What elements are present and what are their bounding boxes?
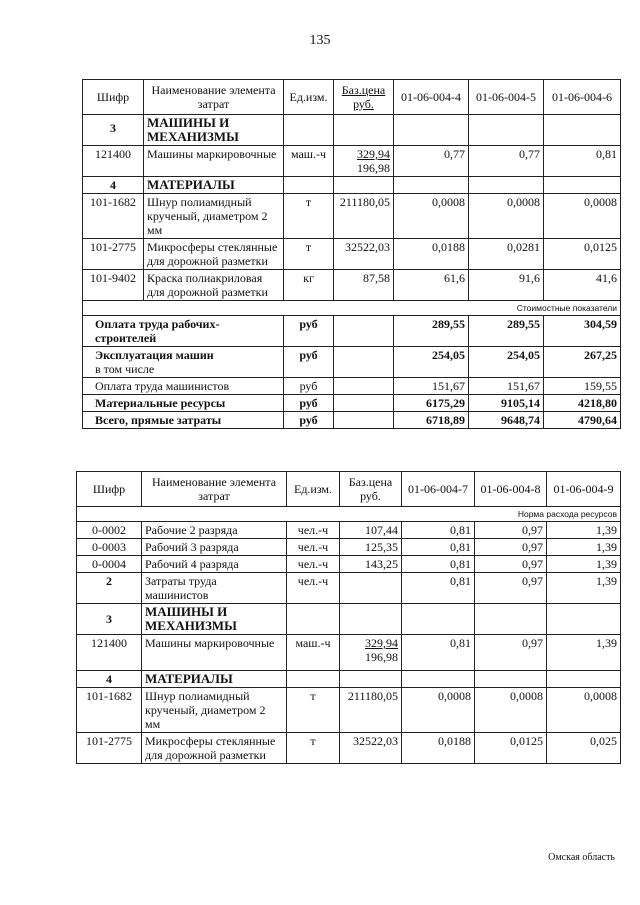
- row-value-1: 0,81: [402, 573, 475, 604]
- row-value-2: 0,0125: [475, 733, 547, 764]
- row-value-3: 0,0008: [544, 194, 621, 239]
- row-name: Микросферы стеклянные для дорожной разметки: [144, 239, 284, 270]
- footer-region: Омская область: [548, 852, 615, 863]
- summary-value-3: 267,25: [544, 347, 621, 378]
- table-row: [77, 688, 621, 733]
- row-value-3: 41,6: [544, 270, 621, 301]
- summary-name: Эксплуатация машин в том числе: [83, 347, 284, 378]
- summary-value-2: 254,05: [469, 347, 544, 378]
- row-value-3: 1,39: [547, 573, 621, 604]
- table-row: [83, 270, 621, 301]
- row-unit: кг: [284, 270, 334, 301]
- row-name: Микросферы стеклянные для дорожной разметки: [142, 733, 287, 764]
- row-name: Рабочий 4 разряда: [142, 556, 287, 573]
- row-value-3: 1,39: [547, 539, 621, 556]
- group-code: 4: [83, 177, 144, 194]
- row-value-3: 1,39: [547, 635, 621, 671]
- col-header-price: Баз.цена руб.: [340, 472, 402, 507]
- row-unit: чел.-ч: [287, 556, 340, 573]
- row-unit: чел.-ч: [287, 522, 340, 539]
- row-unit: т: [284, 239, 334, 270]
- page-number: 135: [309, 33, 331, 48]
- row-name: Машины маркировочные: [144, 146, 284, 177]
- table-row: [77, 573, 621, 604]
- col-header-norm-1: 01-06-004-4: [394, 80, 469, 115]
- summary-row: [83, 316, 621, 347]
- row-code: 101-9402: [83, 270, 144, 301]
- row-value-2: 0,97: [475, 539, 547, 556]
- row-value-1: 0,77: [394, 146, 469, 177]
- row-price: 211180,05: [334, 194, 394, 239]
- row-value-2: 0,97: [475, 522, 547, 539]
- row-code: 0-0004: [77, 556, 142, 573]
- table-row: [77, 556, 621, 573]
- row-value-1: 0,81: [402, 635, 475, 671]
- group-title: МАТЕРИАЛЫ: [142, 671, 287, 688]
- summary-name: Оплата труда рабочих-строителей: [83, 316, 284, 347]
- summary-value-3: 4790,64: [544, 412, 621, 429]
- section-row: [77, 507, 621, 522]
- row-price: 87,58: [334, 270, 394, 301]
- row-price: 329,94 196,98: [340, 635, 402, 671]
- group-title: МАШИНЫ И МЕХАНИЗМЫ: [142, 604, 287, 635]
- row-name: Краска полиакриловая для дорожной разметки: [144, 270, 284, 301]
- summary-value-1: 6718,89: [394, 412, 469, 429]
- summary-name: Оплата труда машинистов: [83, 378, 284, 395]
- resource-table-1: [82, 79, 621, 429]
- row-unit: маш.-ч: [284, 146, 334, 177]
- row-unit: чел.-ч: [287, 573, 340, 604]
- summary-unit: руб: [284, 395, 334, 412]
- row-price: 125,35: [340, 539, 402, 556]
- row-value-2: 91,6: [469, 270, 544, 301]
- row-value-2: 0,97: [475, 635, 547, 671]
- row-value-1: 0,81: [402, 539, 475, 556]
- row-price: 143,25: [340, 556, 402, 573]
- row-value-1: 0,81: [402, 556, 475, 573]
- row-price: 329,94 196,98: [334, 146, 394, 177]
- row-value-1: 0,81: [402, 522, 475, 539]
- summary-value-1: 254,05: [394, 347, 469, 378]
- resource-table-2: [76, 471, 621, 764]
- summary-value-3: 4218,80: [544, 395, 621, 412]
- row-code: 2: [77, 573, 142, 604]
- row-value-3: 1,39: [547, 556, 621, 573]
- row-value-2: 0,77: [469, 146, 544, 177]
- row-name: Затраты труда машинистов: [142, 573, 287, 604]
- col-header-norm-2: 01-06-004-5: [469, 80, 544, 115]
- summary-row: [83, 412, 621, 429]
- row-code: 121400: [77, 635, 142, 671]
- group-row-materials: [77, 671, 621, 688]
- row-name: Шнур полиамидный крученый, диаметром 2 мм: [142, 688, 287, 733]
- row-name: Шнур полиамидный крученый, диаметром 2 мм: [144, 194, 284, 239]
- table-row: [77, 733, 621, 764]
- row-unit: т: [284, 194, 334, 239]
- col-header-code: Шифр: [83, 80, 144, 115]
- summary-value-1: 289,55: [394, 316, 469, 347]
- summary-name: Всего, прямые затраты: [83, 412, 284, 429]
- row-value-2: 0,0008: [469, 194, 544, 239]
- col-header-name: Наименование элемента затрат: [142, 472, 287, 507]
- row-value-1: 61,6: [394, 270, 469, 301]
- row-code: 101-1682: [83, 194, 144, 239]
- row-name: Рабочий 3 разряда: [142, 539, 287, 556]
- row-value-1: 0,0008: [394, 194, 469, 239]
- summary-row: [83, 395, 621, 412]
- col-header-unit: Ед.изм.: [284, 80, 334, 115]
- row-name: Рабочие 2 разряда: [142, 522, 287, 539]
- table-row: [77, 635, 621, 671]
- summary-row: [83, 347, 621, 378]
- group-row-machines: [77, 604, 621, 635]
- row-unit: чел.-ч: [287, 539, 340, 556]
- summary-value-1: 151,67: [394, 378, 469, 395]
- summary-value-2: 151,67: [469, 378, 544, 395]
- table-header-row: [77, 472, 621, 507]
- row-code: 101-2775: [77, 733, 142, 764]
- row-code: 0-0002: [77, 522, 142, 539]
- summary-name: Материальные ресурсы: [83, 395, 284, 412]
- summary-unit: руб: [284, 347, 334, 378]
- row-value-3: 0,81: [544, 146, 621, 177]
- row-price: 107,44: [340, 522, 402, 539]
- row-value-3: 0,0008: [547, 688, 621, 733]
- summary-value-3: 159,55: [544, 378, 621, 395]
- table-row: [77, 522, 621, 539]
- group-row-machines: [83, 115, 621, 146]
- row-value-1: 0,0008: [402, 688, 475, 733]
- row-value-2: 0,97: [475, 556, 547, 573]
- row-code: 101-1682: [77, 688, 142, 733]
- col-header-unit: Ед.изм.: [287, 472, 340, 507]
- row-value-3: 0,0125: [544, 239, 621, 270]
- row-value-3: 1,39: [547, 522, 621, 539]
- col-header-code: Шифр: [77, 472, 142, 507]
- group-code: 4: [77, 671, 142, 688]
- table-row: [83, 194, 621, 239]
- row-name: Машины маркировочные: [142, 635, 287, 671]
- row-value-2: 0,97: [475, 573, 547, 604]
- row-unit: маш.-ч: [287, 635, 340, 671]
- group-title: МАШИНЫ И МЕХАНИЗМЫ: [144, 115, 284, 146]
- col-header-norm-2: 01-06-004-8: [475, 472, 547, 507]
- section-label: Норма расхода ресурсов: [77, 507, 621, 522]
- row-value-1: 0,0188: [394, 239, 469, 270]
- col-header-norm-1: 01-06-004-7: [402, 472, 475, 507]
- table-header-row: [83, 80, 621, 115]
- row-unit: т: [287, 688, 340, 733]
- group-row-materials: [83, 177, 621, 194]
- summary-unit: руб: [284, 316, 334, 347]
- section-row: [83, 301, 621, 316]
- table-row: [83, 239, 621, 270]
- summary-value-2: 9105,14: [469, 395, 544, 412]
- table-row: [77, 539, 621, 556]
- summary-value-2: 289,55: [469, 316, 544, 347]
- col-header-norm-3: 01-06-004-6: [544, 80, 621, 115]
- row-value-2: 0,0281: [469, 239, 544, 270]
- summary-unit: руб: [284, 378, 334, 395]
- row-code: 121400: [83, 146, 144, 177]
- col-header-price: Баз.цена руб.: [334, 80, 394, 115]
- summary-unit: руб: [284, 412, 334, 429]
- row-price: 211180,05: [340, 688, 402, 733]
- group-code: 3: [83, 115, 144, 146]
- row-value-2: 0,0008: [475, 688, 547, 733]
- col-header-name: Наименование элемента затрат: [144, 80, 284, 115]
- row-code: 0-0003: [77, 539, 142, 556]
- col-header-norm-3: 01-06-004-9: [547, 472, 621, 507]
- section-label: Стоимостные показатели: [83, 301, 621, 316]
- summary-value-2: 9648,74: [469, 412, 544, 429]
- row-unit: т: [287, 733, 340, 764]
- table-row: [83, 146, 621, 177]
- row-price: 32522,03: [340, 733, 402, 764]
- summary-value-3: 304,59: [544, 316, 621, 347]
- row-value-1: 0,0188: [402, 733, 475, 764]
- row-value-3: 0,025: [547, 733, 621, 764]
- summary-value-1: 6175,29: [394, 395, 469, 412]
- row-price: 32522,03: [334, 239, 394, 270]
- row-code: 101-2775: [83, 239, 144, 270]
- group-title: МАТЕРИАЛЫ: [144, 177, 284, 194]
- group-code: 3: [77, 604, 142, 635]
- summary-row: [83, 378, 621, 395]
